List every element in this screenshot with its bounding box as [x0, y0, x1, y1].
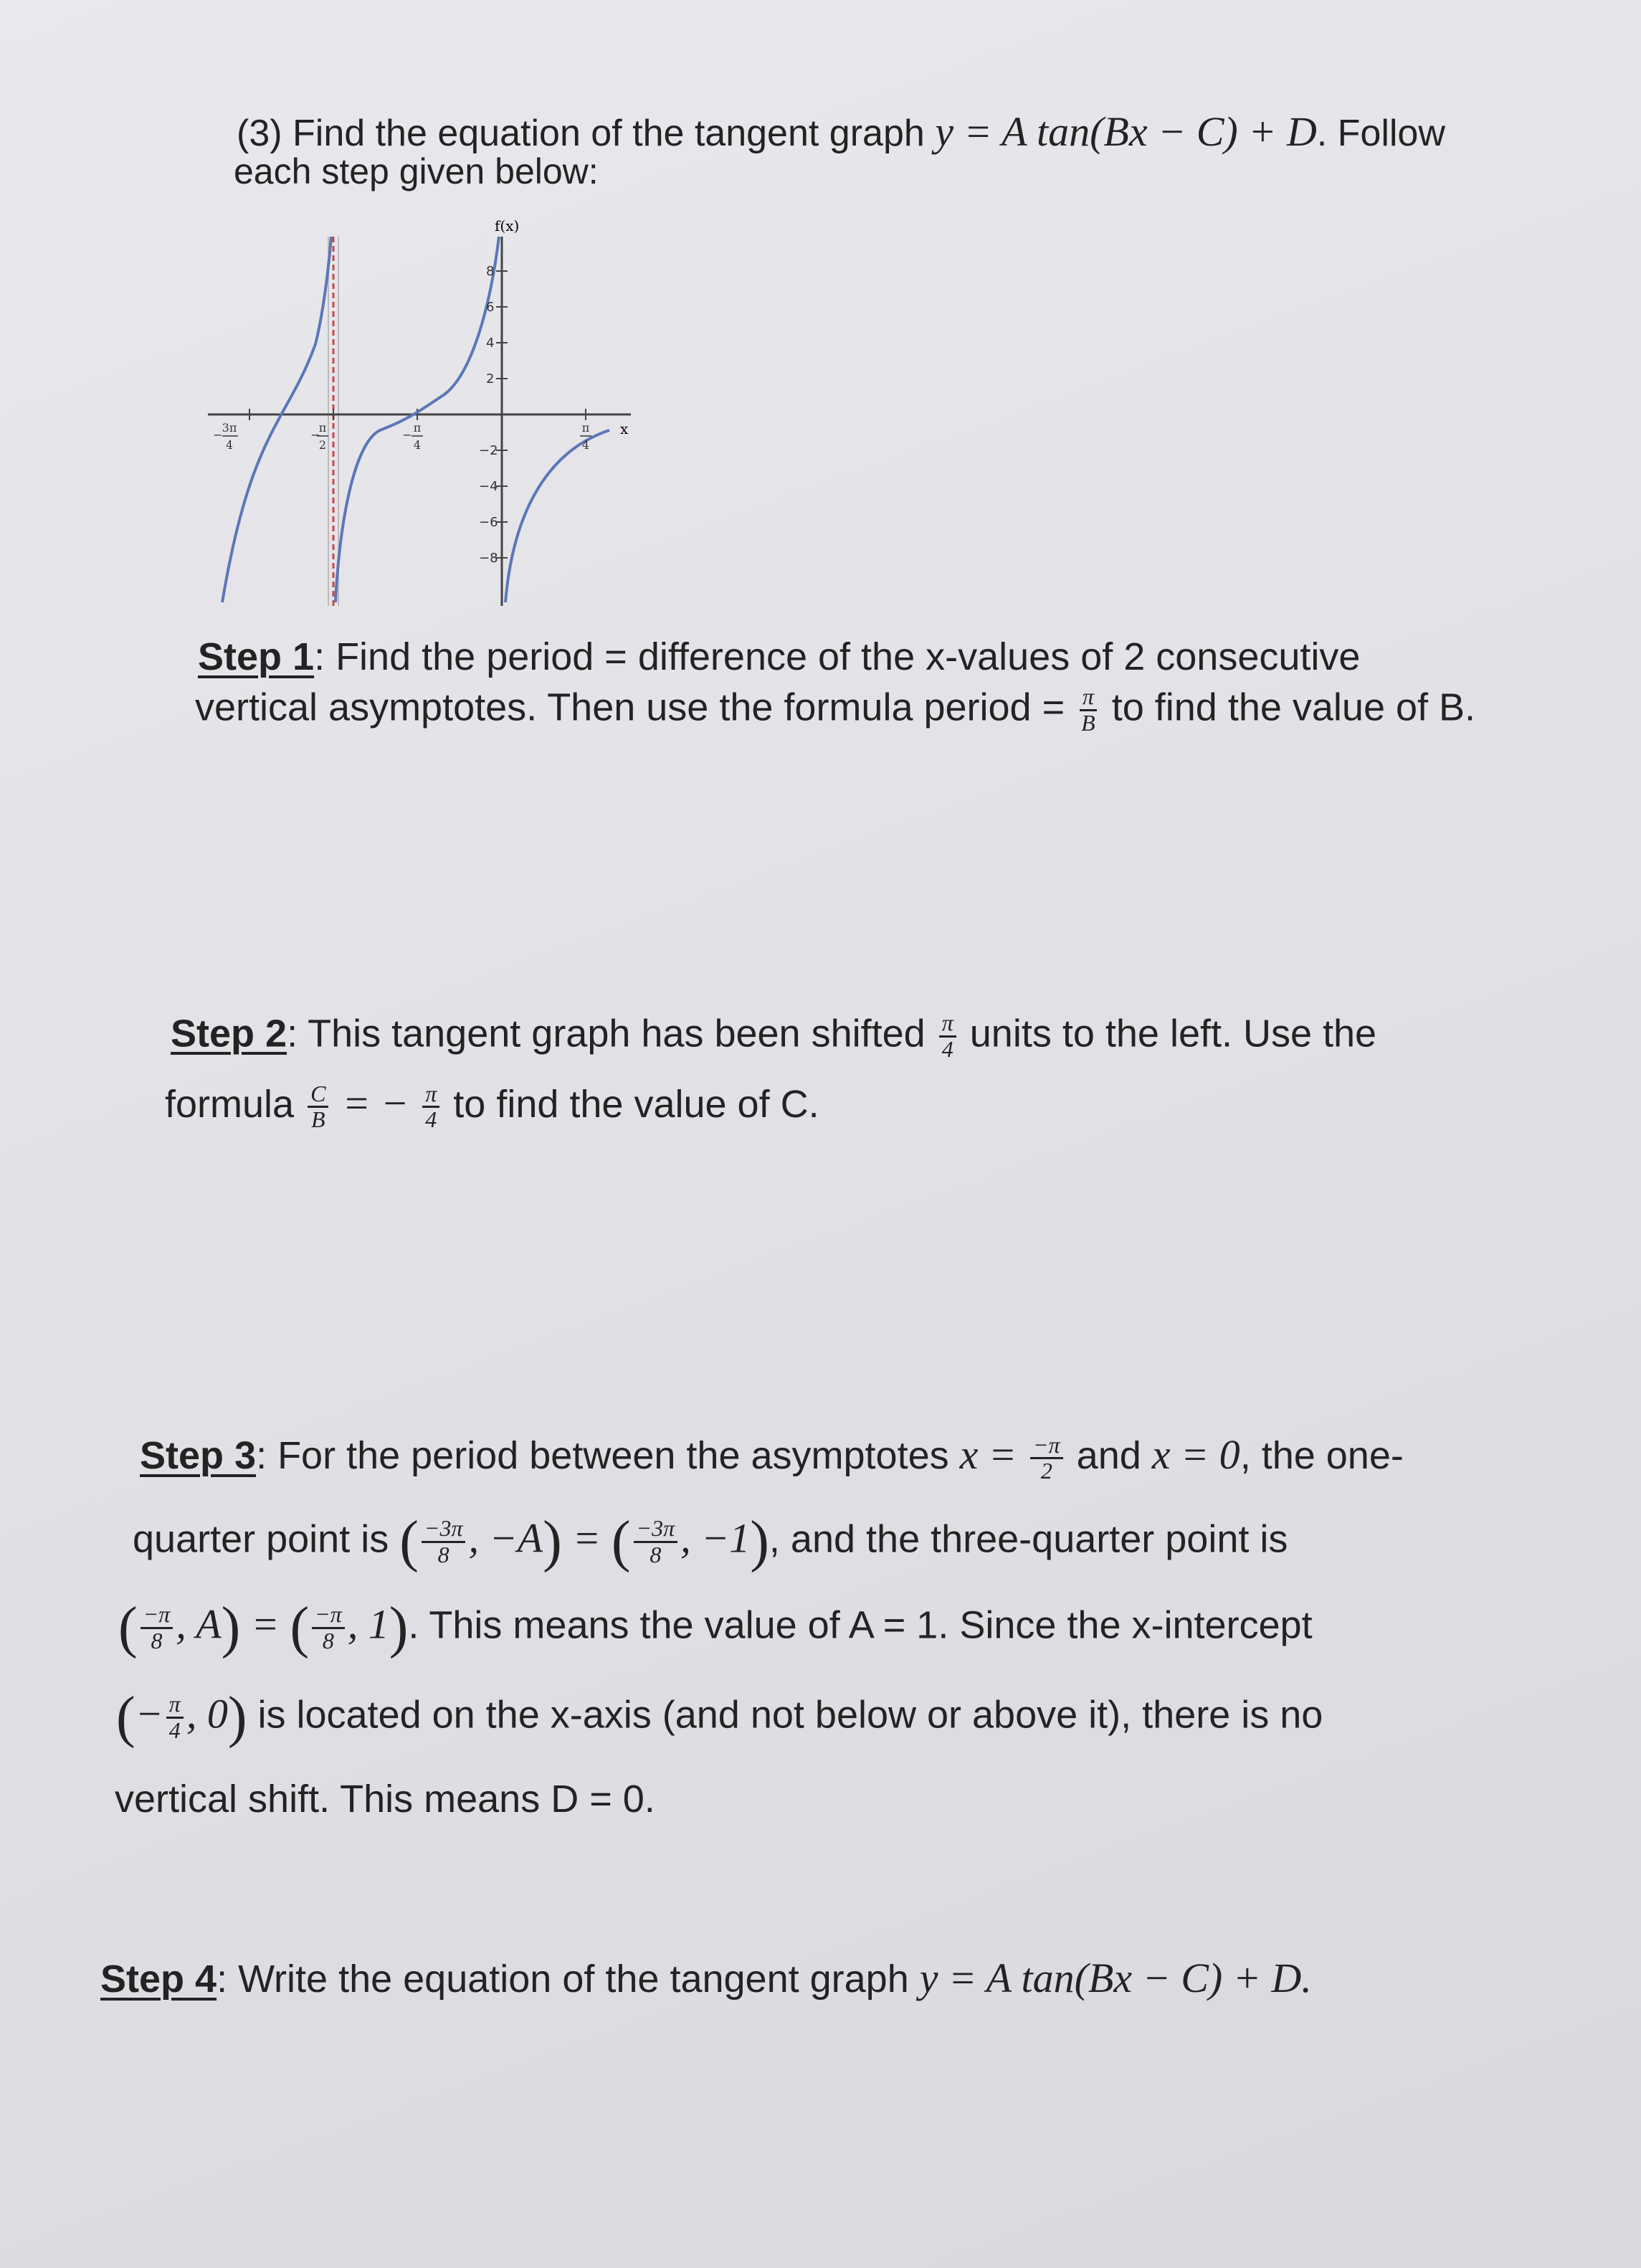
problem-line-2: each step given below: [234, 151, 599, 191]
step4-label: Step 4 [100, 1958, 217, 2001]
x-tick-neg3pi4-sign: − [213, 428, 223, 442]
step3-line-3: ( $\frac{-\pi}{8}$ , A) = ( $\frac{-\pi}{8}$ , 1). This means the value of A = 1. Since the x-intercept [118, 1596, 1313, 1659]
step1-text-2a: vertical asymptotes. Then use the formula period = [195, 685, 1065, 729]
period-formula-fraction [1078, 685, 1098, 735]
three-quarter-point-fraction: $\frac{-\pi}{8}$ [141, 1603, 173, 1653]
step2-text-2a: formula [165, 1083, 295, 1126]
step4-equation: y = A tan(Bx − C) + D. [919, 1955, 1312, 2001]
x-intercept-fraction: $\frac{\pi}{4}$ [166, 1692, 184, 1742]
tangent-curve-right [505, 430, 609, 602]
shift-fraction [939, 1011, 956, 1061]
tangent-graph [208, 215, 652, 617]
c-over-b-den: B [310, 1106, 325, 1133]
neg-pi4-num: π [422, 1082, 439, 1109]
x-tick-negpi4-num: π [413, 421, 422, 435]
step3-x-eq: x = [959, 1431, 1017, 1478]
x-tick-neg3pi4-den: 4 [225, 438, 234, 452]
quarter-point-value: , −1 [680, 1514, 751, 1562]
period-formula-den: B [1081, 709, 1095, 736]
asymptote-num: −π [1030, 1433, 1063, 1460]
x-tick-negpi4-den: 4 [413, 438, 422, 452]
step1-label: Step 1 [198, 635, 315, 678]
y-axis-label: f(x) [495, 217, 520, 234]
x-tick-pi4-num: π [581, 421, 590, 435]
step3-text-3b: . This means the value of A = 1. Since the x-intercept [408, 1603, 1313, 1647]
x-tick-negpi2-den: 2 [318, 438, 327, 452]
y-tick-8: 8 [486, 264, 495, 279]
shift-den: 4 [941, 1035, 953, 1062]
step3-line-1 [140, 1430, 1404, 1484]
step1-text-1: : Find the period = difference of the x-values of 2 consecutive [314, 635, 1361, 678]
step4-line [100, 1954, 1312, 2002]
step1-line-1 [198, 635, 1360, 679]
step1-line-2 [195, 685, 1475, 735]
step1-text-2b: to find the value of B. [1111, 685, 1476, 729]
step3-text-2a: quarter point is [133, 1517, 389, 1561]
problem-text-follow: . Follow [1316, 113, 1445, 154]
y-tick-4: 4 [486, 336, 495, 351]
y-tick-neg6: −6 [479, 515, 498, 530]
x-axis-label: x [620, 420, 629, 437]
step2-text-1a: : This tangent graph has been shifted [287, 1012, 926, 1055]
x-intercept-value: , 0 [186, 1690, 228, 1737]
y-tick-neg2: −2 [479, 443, 498, 458]
y-tick-6: 6 [486, 300, 495, 315]
step2-line-2 [165, 1079, 819, 1132]
step3-text-4b: is located on the x-axis (and not below or above it), there is no [257, 1693, 1323, 1737]
step2-text-2b: to find the value of C. [453, 1083, 819, 1126]
y-tick-neg8: −8 [479, 551, 498, 566]
period-formula-num: π [1080, 685, 1097, 711]
step3-label: Step 3 [140, 1434, 257, 1477]
neg-pi4-fraction [422, 1082, 439, 1132]
asymptote-den: 2 [1040, 1458, 1052, 1484]
step3-text-1a: : For the period between the asymptotes [256, 1434, 949, 1477]
problem-text: (3) Find the equation of the tangent graph [237, 113, 925, 154]
quarter-point-x2-fraction: $\frac{-3\pi}{8}$ [634, 1517, 678, 1567]
tangent-curve-left [222, 237, 331, 602]
y-tick-2: 2 [486, 371, 495, 386]
asymptote-fraction [1030, 1433, 1063, 1484]
x-tick-negpi4-sign: − [402, 428, 412, 442]
step3-line-5: vertical shift. This means D = 0. [115, 1778, 655, 1821]
step3-text-1c: , the one- [1240, 1434, 1404, 1477]
step3-text-1b: and [1076, 1434, 1141, 1477]
problem-line-1 [237, 108, 1445, 156]
step2-line-1 [171, 1011, 1376, 1061]
step3-text-2b: , and the three-quarter point is [769, 1517, 1288, 1561]
step3-line-2: quarter point is ( $\frac{-3\pi}{8}$ , −A) = ( $\frac{-3\pi}{8}$ , −1), and the three-quarter point is [133, 1510, 1288, 1573]
neg-pi4-den: 4 [425, 1106, 437, 1133]
three-quarter-point-a: , A [176, 1600, 222, 1648]
x-tick-pi4-den: 4 [581, 438, 590, 452]
c-over-b-fraction [308, 1082, 328, 1132]
x-tick-negpi2-sign: − [310, 428, 320, 442]
step4-text: : Write the equation of the tangent graph [217, 1958, 909, 2001]
y-tick-neg4: −4 [479, 479, 498, 494]
x-tick-neg3pi4-num: 3π [222, 421, 237, 435]
three-quarter-point-value: , 1 [347, 1600, 389, 1648]
three-quarter-point2-fraction: $\frac{-\pi}{8}$ [312, 1603, 345, 1653]
step3-line-4: (− $\frac{\pi}{4}$ , 0) is located on the x-axis (and not below or above it), there is no [116, 1686, 1323, 1749]
step2-text-1b: units to the left. Use the [969, 1012, 1377, 1055]
c-over-b-num: C [308, 1082, 328, 1109]
step3-x-eq2: x = 0 [1151, 1431, 1240, 1478]
problem-equation: y = A tan(Bx − C) + D [935, 108, 1317, 155]
x-tick-negpi2-num: π [318, 421, 327, 435]
step2-equals: = − [342, 1080, 409, 1126]
quarter-point-x-fraction: $\frac{-3\pi}{8}$ [422, 1517, 466, 1567]
shift-num: π [939, 1011, 956, 1038]
step2-label: Step 2 [171, 1012, 287, 1055]
quarter-point-a: , −A [468, 1514, 543, 1562]
